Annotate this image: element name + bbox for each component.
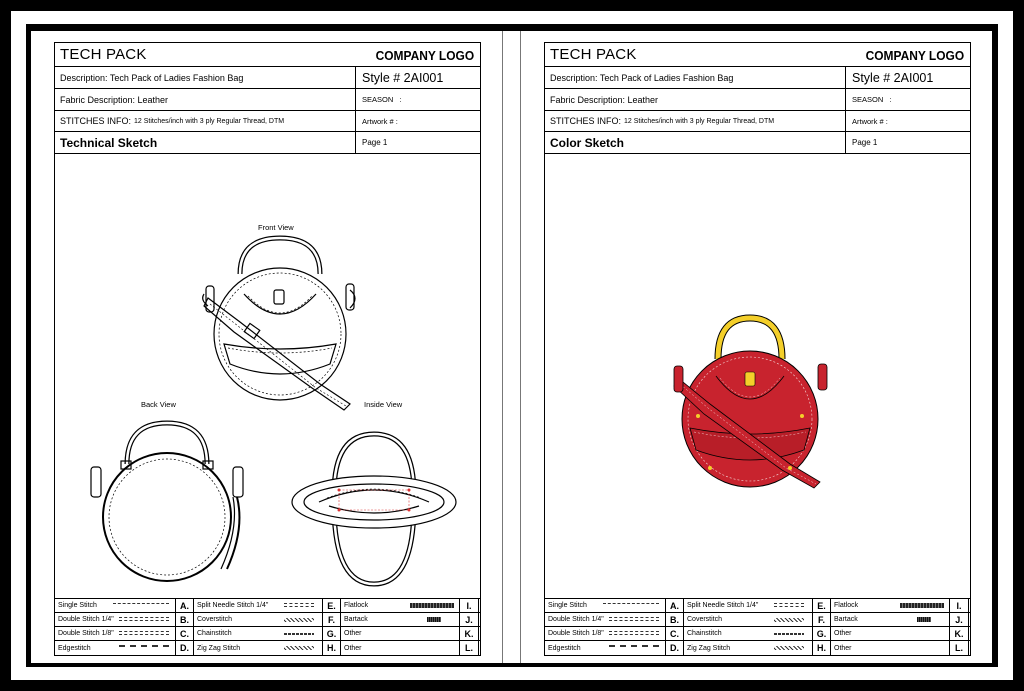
stitches-detail: 12 Stitches/inch with 3 ply Regular Thread, DTM xyxy=(134,117,285,125)
legend-row xyxy=(545,627,970,641)
page-number: Page 1 xyxy=(845,132,877,153)
season-label: SEASON : xyxy=(355,89,402,110)
legend-row xyxy=(55,627,480,641)
zigzag-swatch xyxy=(284,646,314,650)
legend-j-name: Bartack xyxy=(834,616,858,623)
double-stitch-eighth-swatch xyxy=(119,631,169,635)
style-number: Style # 2AI001 xyxy=(845,67,933,88)
title-row xyxy=(55,43,480,67)
stitches-detail: 12 Stitches/inch with 3 ply Regular Thread, DTM xyxy=(624,117,775,125)
split-needle-swatch xyxy=(284,603,314,607)
legend-f-letter: F. xyxy=(322,613,341,626)
page-spine xyxy=(502,31,521,663)
legend-a-letter: A. xyxy=(665,599,684,612)
legend-a-letter: A. xyxy=(175,599,194,612)
legend-c-letter: C. xyxy=(175,627,194,640)
coverstitch-swatch xyxy=(284,618,314,622)
legend-row xyxy=(545,641,970,655)
section-title: Technical Sketch xyxy=(60,135,158,150)
back-view-label: Back View xyxy=(141,400,176,409)
legend-e-name: Split Needle Stitch 1/4" xyxy=(687,602,759,609)
legend-g-letter: G. xyxy=(322,627,341,640)
description-text: Description: Tech Pack of Ladies Fashion Bag xyxy=(60,72,244,83)
legend-h-letter: H. xyxy=(322,641,341,655)
split-needle-swatch xyxy=(774,603,804,607)
section-row xyxy=(545,132,970,154)
season-label: SEASON : xyxy=(845,89,892,110)
description-text: Description: Tech Pack of Ladies Fashion Bag xyxy=(550,72,734,83)
legend-j-name: Bartack xyxy=(344,616,368,623)
legend-l-name: Other xyxy=(344,644,362,652)
legend-e-letter: E. xyxy=(322,599,341,612)
legend-l-name: Other xyxy=(834,644,852,652)
page-number: Page 1 xyxy=(355,132,387,153)
front-view-label: Front View xyxy=(258,223,294,232)
bartack-swatch xyxy=(917,617,931,622)
legend-row xyxy=(55,641,480,655)
title-row xyxy=(545,43,970,67)
legend-l-letter: L. xyxy=(459,641,479,655)
fabric-row xyxy=(55,89,480,111)
edgestitch-swatch xyxy=(119,645,169,653)
company-logo: COMPANY LOGO xyxy=(865,47,964,63)
legend-a-name: Single Stitch xyxy=(548,602,587,609)
edgestitch-swatch xyxy=(609,645,659,653)
legend-h-name: Zig Zag Stitch xyxy=(197,644,241,652)
legend-j-letter: J. xyxy=(949,613,969,626)
fabric-text: Fabric Description: Leather xyxy=(60,94,169,105)
legend-d-letter: D. xyxy=(175,641,194,655)
stitch-legend xyxy=(55,598,480,655)
legend-j-letter: J. xyxy=(459,613,479,626)
legend-h-name: Zig Zag Stitch xyxy=(687,644,731,652)
legend-row xyxy=(55,613,480,627)
stitches-info xyxy=(550,111,774,131)
double-stitch-eighth-swatch xyxy=(609,631,659,635)
description-row xyxy=(55,67,480,89)
legend-l-letter: L. xyxy=(949,641,969,655)
flatlock-swatch xyxy=(410,603,454,608)
coverstitch-swatch xyxy=(774,618,804,622)
legend-d-name: Edgestitch xyxy=(548,644,581,652)
sheet-technical xyxy=(31,31,502,663)
legend-row xyxy=(545,599,970,613)
legend-b-name: Double Stitch 1/4" xyxy=(548,616,604,623)
back-view-sketch xyxy=(87,409,247,584)
bartack-swatch xyxy=(427,617,441,622)
legend-i-letter: I. xyxy=(949,599,969,612)
legend-d-name: Edgestitch xyxy=(58,644,91,652)
color-sketch-area xyxy=(545,154,970,598)
legend-k-letter: K. xyxy=(949,627,969,640)
stitches-row xyxy=(545,111,970,132)
stitches-info xyxy=(60,111,284,131)
legend-i-name: Flatlock xyxy=(834,602,859,609)
style-number: Style # 2AI001 xyxy=(355,67,443,88)
legend-c-name: Double Stitch 1/8" xyxy=(548,630,604,637)
legend-g-name: Chainstitch xyxy=(197,630,232,637)
single-stitch-swatch xyxy=(113,603,169,610)
fabric-text: Fabric Description: Leather xyxy=(550,94,659,105)
double-stitch-quarter-swatch xyxy=(609,617,659,621)
legend-e-letter: E. xyxy=(812,599,831,612)
inside-view-label: Inside View xyxy=(364,400,403,409)
legend-f-letter: F. xyxy=(812,613,831,626)
inside-view-sketch xyxy=(289,424,459,594)
double-stitch-quarter-swatch xyxy=(119,617,169,621)
tech-pack-page-technical xyxy=(54,42,481,656)
legend-e-name: Split Needle Stitch 1/4" xyxy=(197,602,269,609)
tech-pack-page-color xyxy=(544,42,971,656)
zigzag-swatch xyxy=(774,646,804,650)
section-row xyxy=(55,132,480,154)
legend-d-letter: D. xyxy=(665,641,684,655)
chainstitch-swatch xyxy=(284,633,314,635)
legend-row xyxy=(55,599,480,613)
chainstitch-swatch xyxy=(774,633,804,635)
legend-i-letter: I. xyxy=(459,599,479,612)
legend-g-letter: G. xyxy=(812,627,831,640)
artwork-label: Artwork # : xyxy=(355,111,398,131)
page-title: TECH PACK xyxy=(60,46,147,63)
legend-a-name: Single Stitch xyxy=(58,602,97,609)
section-title: Color Sketch xyxy=(550,135,625,150)
flatlock-swatch xyxy=(900,603,944,608)
stitches-row xyxy=(55,111,480,132)
legend-k-name: Other xyxy=(834,630,852,637)
color-bag-sketch xyxy=(670,304,830,494)
sheet-color xyxy=(521,31,992,663)
stitches-label: STITCHES INFO: xyxy=(60,116,132,126)
single-stitch-swatch xyxy=(603,603,659,610)
fabric-row xyxy=(545,89,970,111)
legend-b-letter: B. xyxy=(665,613,684,626)
company-logo: COMPANY LOGO xyxy=(375,47,474,63)
legend-k-name: Other xyxy=(344,630,362,637)
technical-sketch-area xyxy=(55,154,480,598)
legend-row xyxy=(545,613,970,627)
legend-b-name: Double Stitch 1/4" xyxy=(58,616,114,623)
legend-h-letter: H. xyxy=(812,641,831,655)
stitch-legend xyxy=(545,598,970,655)
legend-f-name: Coverstitch xyxy=(687,616,723,623)
legend-k-letter: K. xyxy=(459,627,479,640)
legend-b-letter: B. xyxy=(175,613,194,626)
artwork-label: Artwork # : xyxy=(845,111,888,131)
page-title: TECH PACK xyxy=(550,46,637,63)
legend-i-name: Flatlock xyxy=(344,602,369,609)
legend-f-name: Coverstitch xyxy=(197,616,233,623)
legend-g-name: Chainstitch xyxy=(687,630,722,637)
legend-c-name: Double Stitch 1/8" xyxy=(58,630,114,637)
front-view-sketch xyxy=(200,234,360,414)
stitches-label: STITCHES INFO: xyxy=(550,116,622,126)
description-row xyxy=(545,67,970,89)
legend-c-letter: C. xyxy=(665,627,684,640)
